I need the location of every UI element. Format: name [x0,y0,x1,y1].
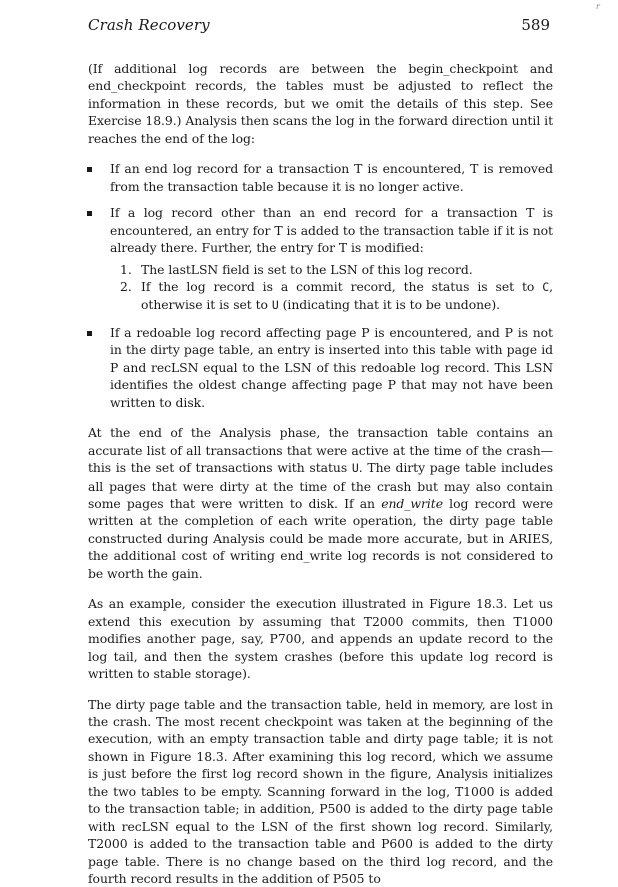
corner-mark: r [596,2,600,11]
modification-steps [110,261,553,315]
analysis-end-paragraph: At the end of the Analysis phase, the transaction table contains an accurate list of all transactions that were active at the time of the crash—this is the set of transactions with status U. The dirty page table includes all pages that were dirty at the time of the crash but may also contain some pages that were written to disk. If an end_write log record were written at the completion of each write operation, the dirty page table constructed during Analysis could be made more accurate, but in ARIES, the additional cost of writing end_write log records is not considered to be worth the gain. [88,424,553,582]
chapter-title: Crash Recovery [88,16,210,34]
step-number: 1. [120,261,132,278]
list-item [88,204,553,315]
intro-paragraph: (If additional log records are between the begin_checkpoint and end_checkpoint records, the tables must be adjusted to reflect the information in these records, but we omit the details of this step. See Exercise 18.9.) Analysis then scans the log in the forward direction until it reaches the end of the log: [88,60,553,147]
tables-paragraph: The dirty page table and the transaction table, held in memory, are lost in the crash. The most recent checkpoint was taken at the beginning of the execution, with an empty transaction table and dirty page table; it is not shown in Figure 18.3. After examining this log record, which we assume is just before the first log record shown in the figure, Analysis initializes the two tables to be empty. Scanning forward in the log, T1000 is added to the transaction table; in addition, P500 is added to the dirty page table with recLSN equal to the LSN of the first shown log record. Similarly, T2000 is added to the transaction table and P600 is added to the dirty page table. There is no change based on the third log record, and the fourth record results in the addition of P505 to [88,696,553,887]
status-code-c: C [542,280,549,294]
analysis-rules-list [88,160,553,411]
page-number: 589 [521,16,550,34]
bullet-icon [87,331,92,336]
running-header [88,16,550,40]
list-item [88,160,553,195]
list-item [110,278,553,315]
bullet-icon [87,167,92,172]
list-item [88,324,553,411]
status-code-u: U [352,461,359,475]
example-paragraph: As an example, consider the execution illustrated in Figure 18.3. Let us extend this execution by assuming that T2000 commits, then T1000 modifies another page, say, P700, and appends an update record to the log tail, and then the system crashes (before this update log record is written to stable storage). [88,595,553,682]
step-text: If the log record is a commit record, the status is set to C, otherwise it is set to U (indicating that it is to be undone). [141,279,553,312]
status-code-u: U [272,298,279,312]
bullet-text-end-record: If an end log record for a transaction T is encountered, T is removed from the transaction table because it is no longer active. [110,161,553,193]
step-text: The lastLSN field is set to the LSN of this log record. [141,262,473,277]
end-write-term: end_write [381,496,443,511]
step-number: 2. [120,278,132,295]
body-text [88,60,553,887]
bullet-text-redoable-record: If a redoable log record affecting page P is encountered, and P is not in the dirty page table, an entry is inserted into this table with page id P and recLSN equal to the LSN of this redoable log record. This LSN identifies the oldest change affecting page P that may not have been written to disk. [110,325,553,410]
bullet-icon [87,211,92,216]
list-item [110,261,553,278]
bullet-text-other-record: If a log record other than an end record for a transaction T is encountered, an entry for T is added to the transaction table if it is not already there. Further, the entry for T is modified: [110,205,553,255]
